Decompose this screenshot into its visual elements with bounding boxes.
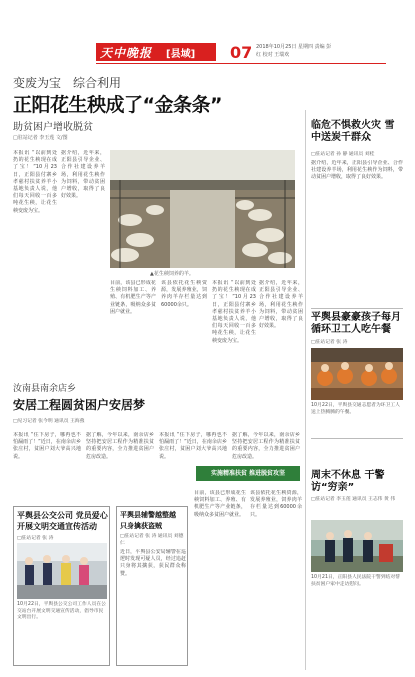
second-text-6: 该县依托花生秧资源，发展养殖业，饲养肉羊存栏量达到60000余只。 <box>250 490 302 518</box>
lead-headline: 正阳花生秧成了“金条条” <box>13 94 222 116</box>
lead-column-4: 该县依托花生秧资源，发展养殖业，饲养肉羊存栏量达到60000余只。 <box>161 280 207 308</box>
section-label: [县域] <box>166 49 196 60</box>
campaign-banner: 实施精准扶贫 推进脱贫攻坚 <box>196 466 300 481</box>
second-text-4: 据了解，今年以来，南余店乡坚持把安居工程作为精准扶贫的重要内容，全力推进贫困户危房改造。 <box>232 432 300 460</box>
right-story-2-title: 平舆县豪豪孩子每月循环卫工人吃午餐 <box>311 312 401 335</box>
lead-photo-caption: ▲花生秧饲养的羊。 <box>150 271 194 277</box>
box-1-subtitle: 开展文明交通宣传活动 <box>17 522 97 531</box>
right-story-2-byline: □驻站记者 张 涛 <box>311 340 348 345</box>
right-story-3-byline: □驻站记者 李玉莲 通讯员 王志伟 黄 伟 <box>311 497 396 502</box>
box-1-byline: □驻站记者 张 涛 <box>17 536 54 541</box>
header-rule <box>96 63 386 64</box>
sheep-farm-photo <box>110 150 295 268</box>
right-story-2-caption: 10月22日，平舆县交通志愿者为环卫工人送上热腾腾的午餐。 <box>311 403 400 415</box>
page-number: 07 <box>230 43 253 62</box>
dateline: 2018年10月25日 星期四 责编 彭 红 校对 王瑞欢 <box>256 44 332 58</box>
second-kicker: 汝南县南余店乡 <box>13 384 77 394</box>
second-text-1: 本报讯 “住下房子，哪再也不怕漏雨了！”近日，在南余店乡张庄村，贫困户刘大爷高兴地说。 <box>13 432 81 460</box>
right-separator-2 <box>311 438 403 439</box>
lead-column-6: 据介绍，近年来，正阳县引导企业、合作社建设养羊场，利用花生秧作为饲料，带动贫困户增收，取得了良好效果。 <box>259 280 303 330</box>
right-story-1-text: 据介绍，近年来，正阳县引导企业、合作社建设养羊场，利用花生秧作为饲料，带动贫困户增收，取得了良好效果。 <box>311 160 403 181</box>
box-story-2 <box>116 506 188 666</box>
lead-column-2: 据介绍，近年来，正阳县引导企业、合作社建设养羊场，利用花生秧作为饲料，带动贫困户增收，取得了良好效果。 <box>61 150 105 200</box>
box-1-title: 平舆县公交公司 党员爱心 <box>17 511 108 520</box>
right-story-3-title: 周末不休息 干警访“穷亲” <box>311 470 385 493</box>
masthead <box>96 43 216 61</box>
lead-byline: □驻站记者 李玉莲 文/图 <box>13 135 68 141</box>
sanitation-workers-photo <box>311 348 403 400</box>
box-1-caption: 10月22日，平舆县公交公司工作人员在公交站台开展文明交通宣传活动，倡导市民文明出行。 <box>17 602 106 620</box>
right-story-1-title: 临危不惧救火灾 雪中送炭千群众 <box>311 120 395 143</box>
court-visit-photo <box>311 520 403 572</box>
second-byline: □见习记者 张今明 通讯员 王海燕 <box>13 419 85 424</box>
box-2-byline: □驻站记者 张 涛 通讯员 刘德仁 <box>120 534 184 546</box>
lead-subhead: 助贫困户增收脱贫 <box>13 122 93 133</box>
column-rule <box>305 110 306 670</box>
lead-column-5: 本报讯 “以前到处扔的花生秧现在成了宝！”10月23日，正阳县付寨乡孝慈村扶贫养羊小基地负责人说，他们每天回收一百多吨花生秧，让花生秧变废为宝。 <box>212 280 256 344</box>
lead-kicker: 变废为宝 综合利用 <box>13 76 122 90</box>
newspaper-logo: 天中晚报 <box>100 46 153 60</box>
right-story-1-byline: □驻站记者 孙 静 通讯员 刘桂 <box>311 152 375 157</box>
right-story-3-caption: 10月21日，正阳县人民法院干警到结对帮扶贫困户家中走访慰问。 <box>311 575 400 587</box>
lead-column-3: 目前，该县已形成花生秧饲料加工、养殖、有机肥生产等产业链条，吸纳众多贫困户就业。 <box>110 280 156 315</box>
second-text-2: 据了解，今年以来，南余店乡坚持把安居工程作为精准扶贫的重要内容，全力推进贫困户危房改造。 <box>86 432 154 460</box>
traffic-campaign-photo <box>17 543 107 599</box>
lead-column-1: 本报讯 “以前到处扔的花生秧现在成了宝！”10月23日，正阳县付寨乡孝慈村扶贫养羊小基地负责人说，他们每天回收一百多吨花生秧，让花生秧变废为宝。 <box>13 150 57 214</box>
box-story-1 <box>13 506 110 666</box>
box-2-title: 平舆县辅警越整越 <box>120 511 176 519</box>
second-text-3: 本报讯 “住下房子，哪再也不怕漏雨了！”近日，在南余店乡张庄村，贫困户刘大爷高兴地说。 <box>159 432 227 460</box>
box-2-text: 近日，平舆县公安局辅警在巡逻时发现可疑人员，经过追赶只身将其擒获，获民群众称赞。 <box>120 549 186 577</box>
right-separator-1 <box>311 308 403 309</box>
box-2-subtitle: 只身擒获盗贼 <box>120 522 162 530</box>
second-headline: 安居工程圆贫困户安居梦 <box>13 398 146 412</box>
second-text-5: 目前，该县已形成花生秧饲料加工、养殖、有机肥生产等产业链条，吸纳众多贫困户就业。 <box>194 490 246 518</box>
